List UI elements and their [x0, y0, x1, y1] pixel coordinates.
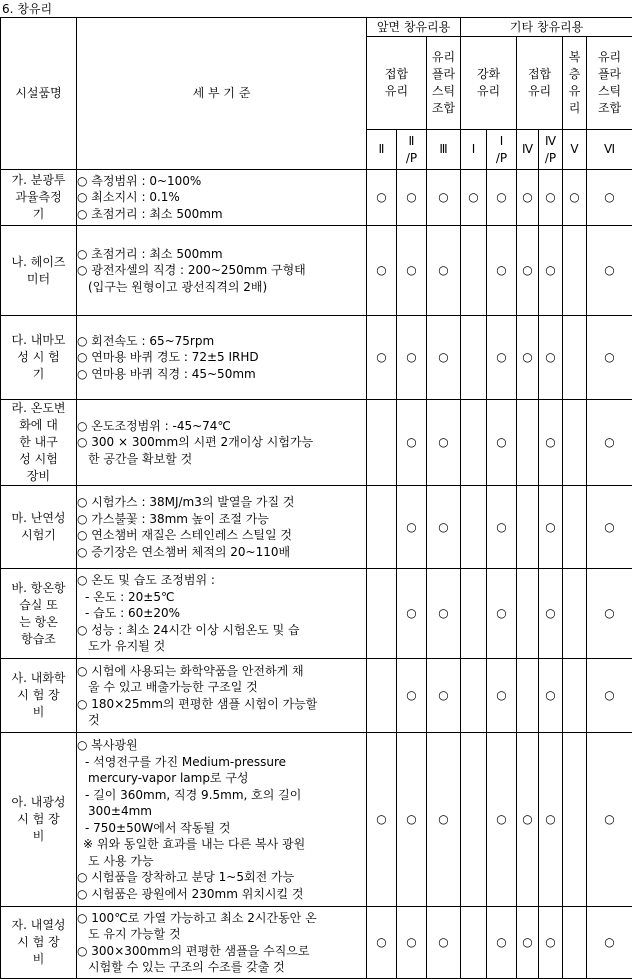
criteria-line: ○ 시험품을 장착하고 분당 1~5회전 가능 — [77, 869, 366, 886]
applicability-mark: ○ — [397, 733, 427, 907]
header-code: Ⅲ — [427, 130, 461, 170]
table-row — [1, 733, 632, 907]
header-code: Ⅰ /P — [487, 130, 517, 170]
applicability-mark — [367, 486, 397, 569]
applicability-mark: ○ — [427, 907, 461, 979]
header-front-glass-plastic: 유리 플라 스틱 조합 — [427, 37, 461, 130]
criteria-line: 한 공간을 확보할 것 — [77, 451, 366, 468]
applicability-mark: ○ — [397, 486, 427, 569]
criteria-line: ○ 연소챔버 재질은 스테인레스 스틸일 것 — [77, 527, 366, 544]
header-code: Ⅵ — [587, 130, 632, 170]
criteria-line: 시험할 수 있는 구조의 수조를 갖출 것 — [77, 959, 366, 976]
facility-name: 사. 내화학 시 험 장 비 — [1, 659, 77, 733]
applicability-mark: ○ — [539, 400, 563, 486]
applicability-mark — [563, 400, 587, 486]
applicability-mark: ○ — [397, 569, 427, 659]
applicability-mark: ○ — [461, 170, 487, 226]
applicability-mark: ○ — [587, 316, 632, 400]
applicability-mark: ○ — [563, 170, 587, 226]
criteria-line: 300±4mm — [77, 803, 366, 820]
applicability-mark: ○ — [587, 226, 632, 316]
applicability-mark: ○ — [517, 733, 539, 907]
applicability-mark: ○ — [367, 316, 397, 400]
table-row — [1, 170, 632, 226]
applicability-mark: ○ — [517, 226, 539, 316]
criteria-line: ○ 300 × 300mm의 시편 2개이상 시험가능 — [77, 434, 366, 451]
applicability-mark: ○ — [397, 659, 427, 733]
applicability-mark: ○ — [397, 226, 427, 316]
applicability-mark — [563, 659, 587, 733]
criteria-line: mercury-vapor lamp로 구성 — [77, 770, 366, 787]
applicability-mark: ○ — [367, 170, 397, 226]
criteria-cell — [77, 659, 367, 733]
applicability-mark: ○ — [487, 907, 517, 979]
applicability-mark: ○ — [539, 226, 563, 316]
criteria-line: ○ 증기장은 연소챔버 체적의 20~110배 — [77, 544, 366, 561]
criteria-line: ○ 측정범위 : 0~100% — [77, 173, 366, 190]
applicability-mark: ○ — [517, 907, 539, 979]
criteria-line: 것 — [77, 712, 366, 729]
facility-name: 다. 내마모 성 시 험 기 — [1, 316, 77, 400]
facility-name: 아. 내광성 시 험 장 비 — [1, 733, 77, 907]
applicability-mark: ○ — [587, 486, 632, 569]
criteria-line: ○ 온도 및 습도 조정범위 : — [77, 572, 366, 589]
header-code: Ⅱ — [367, 130, 397, 170]
applicability-mark: ○ — [539, 569, 563, 659]
applicability-mark — [517, 659, 539, 733]
applicability-mark — [461, 400, 487, 486]
header-code: Ⅳ — [517, 130, 539, 170]
applicability-mark: ○ — [539, 486, 563, 569]
header-code: Ⅴ — [563, 130, 587, 170]
page-title: 6. 창유리 — [2, 2, 52, 16]
criteria-line: 도가 유지될 것 — [77, 638, 366, 655]
table-row — [1, 907, 632, 979]
header-code: Ⅰ — [461, 130, 487, 170]
applicability-mark: ○ — [539, 907, 563, 979]
applicability-mark: ○ — [517, 170, 539, 226]
applicability-mark: ○ — [487, 486, 517, 569]
criteria-line: - 온도 : 20±5℃ — [77, 589, 366, 606]
applicability-mark: ○ — [427, 659, 461, 733]
criteria-line: ○ 300×300mm의 편평한 샘플을 수직으로 — [77, 943, 366, 960]
criteria-line: - 길이 360mm, 직경 9.5mm, 호의 길이 — [77, 787, 366, 804]
applicability-mark: ○ — [427, 316, 461, 400]
header-multilayer: 복 층 유 리 — [563, 37, 587, 130]
applicability-mark — [367, 569, 397, 659]
facility-name: 마. 난연성 시험기 — [1, 486, 77, 569]
criteria-line: ○ 시험품은 광원에서 230mm 위치시킬 것 — [77, 886, 366, 903]
applicability-mark: ○ — [517, 316, 539, 400]
applicability-mark: ○ — [397, 400, 427, 486]
criteria-line: ○ 온도조정범위 : -45~74℃ — [77, 418, 366, 435]
header-code: Ⅳ /P — [539, 130, 563, 170]
applicability-mark — [461, 733, 487, 907]
criteria-cell — [77, 226, 367, 316]
applicability-mark — [461, 486, 487, 569]
applicability-mark: ○ — [367, 226, 397, 316]
header-row-groups — [1, 18, 632, 37]
criteria-cell — [77, 569, 367, 659]
header-other-laminated: 접합 유리 — [517, 37, 563, 130]
header-other-glass-plastic: 유리 플라 스틱 조합 — [587, 37, 632, 130]
applicability-mark: ○ — [397, 170, 427, 226]
criteria-line: ○ 초점거리 : 최소 500mm — [77, 246, 366, 263]
criteria-cell — [77, 170, 367, 226]
applicability-mark: ○ — [587, 907, 632, 979]
criteria-line: ○ 회전속도 : 65~75rpm — [77, 333, 366, 350]
applicability-mark: ○ — [539, 170, 563, 226]
criteria-cell — [77, 486, 367, 569]
applicability-mark: ○ — [427, 569, 461, 659]
header-tempered: 강화 유리 — [461, 37, 517, 130]
table-row — [1, 226, 632, 316]
applicability-mark — [461, 226, 487, 316]
criteria-line: - 습도 : 60±20% — [77, 605, 366, 622]
header-facility: 시설품명 — [1, 18, 77, 170]
criteria-line: ○ 성능 : 최소 24시간 이상 시험온도 및 습 — [77, 622, 366, 639]
applicability-mark — [517, 400, 539, 486]
table-row — [1, 486, 632, 569]
applicability-mark — [517, 569, 539, 659]
applicability-mark — [367, 659, 397, 733]
criteria-line: 도 사용 가능 — [77, 853, 366, 870]
facility-name: 자. 내열성 시 험 장 비 — [1, 907, 77, 979]
criteria-line: - 석영전구를 가진 Medium-pressure — [77, 754, 366, 771]
applicability-mark: ○ — [487, 659, 517, 733]
applicability-mark — [461, 907, 487, 979]
applicability-mark: ○ — [397, 316, 427, 400]
applicability-mark: ○ — [427, 400, 461, 486]
applicability-mark: ○ — [539, 316, 563, 400]
criteria-line: - 750±50W에서 작동될 것 — [77, 820, 366, 837]
criteria-line: (입구는 원형이고 광선직격의 2배) — [77, 279, 366, 296]
applicability-mark — [367, 400, 397, 486]
applicability-mark: ○ — [587, 659, 632, 733]
facility-name: 바. 항온항 습실 또 는 항온 항습조 — [1, 569, 77, 659]
facility-name: 라. 온도변 화에 대 한 내구 성 시험 장비 — [1, 400, 77, 486]
applicability-mark — [563, 569, 587, 659]
applicability-mark: ○ — [487, 569, 517, 659]
header-code: Ⅱ /P — [397, 130, 427, 170]
criteria-cell — [77, 733, 367, 907]
applicability-mark: ○ — [487, 226, 517, 316]
applicability-mark: ○ — [487, 170, 517, 226]
table-row — [1, 569, 632, 659]
applicability-mark — [461, 569, 487, 659]
applicability-mark: ○ — [587, 170, 632, 226]
criteria-line: ○ 100℃로 가열 가능하고 최소 2시간동안 온 — [77, 910, 366, 927]
applicability-mark — [563, 907, 587, 979]
criteria-cell — [77, 400, 367, 486]
facility-name: 나. 헤이즈 미터 — [1, 226, 77, 316]
applicability-mark: ○ — [487, 316, 517, 400]
applicability-mark: ○ — [487, 733, 517, 907]
criteria-cell — [77, 907, 367, 979]
header-front-glass: 앞면 창유리용 — [367, 18, 461, 37]
applicability-mark: ○ — [487, 400, 517, 486]
applicability-mark: ○ — [397, 907, 427, 979]
applicability-mark: ○ — [427, 170, 461, 226]
criteria-line: ○ 최소지시 : 0.1% — [77, 189, 366, 206]
facility-name: 가. 분광투 과율측정 기 — [1, 170, 77, 226]
criteria-line: ○ 연마용 바퀴 경도 : 72±5 IRHD — [77, 349, 366, 366]
applicability-mark: ○ — [587, 733, 632, 907]
applicability-mark — [461, 316, 487, 400]
spec-table — [0, 17, 632, 979]
criteria-line: ○ 180×25mm의 편평한 샘플 시험이 가능할 — [77, 696, 366, 713]
header-front-laminated: 접합 유리 — [367, 37, 427, 130]
criteria-line: 도 유지 가능할 것 — [77, 926, 366, 943]
applicability-mark: ○ — [427, 733, 461, 907]
criteria-line: ○ 가스불꽃 : 38mm 높이 조절 가능 — [77, 511, 366, 528]
applicability-mark — [517, 486, 539, 569]
applicability-mark: ○ — [427, 226, 461, 316]
criteria-line: ○ 초점거리 : 최소 500mm — [77, 206, 366, 223]
applicability-mark: ○ — [539, 733, 563, 907]
criteria-line: ○ 시험에 사용되는 화학약품을 안전하게 채 — [77, 663, 366, 680]
criteria-line: ○ 광전자셀의 직경 : 200~250mm 구형태 — [77, 262, 366, 279]
applicability-mark: ○ — [367, 907, 397, 979]
applicability-mark: ○ — [587, 569, 632, 659]
criteria-line: ○ 복사광원 — [77, 737, 366, 754]
header-other-glass: 기타 창유리용 — [461, 18, 632, 37]
applicability-mark — [563, 316, 587, 400]
applicability-mark: ○ — [587, 400, 632, 486]
criteria-line: ○ 연마용 바퀴 직경 : 45~50mm — [77, 366, 366, 383]
table-row — [1, 316, 632, 400]
criteria-cell — [77, 316, 367, 400]
table-row — [1, 400, 632, 486]
table-row — [1, 659, 632, 733]
applicability-mark — [461, 659, 487, 733]
applicability-mark — [563, 226, 587, 316]
applicability-mark: ○ — [367, 733, 397, 907]
applicability-mark — [563, 486, 587, 569]
header-criteria: 세 부 기 준 — [77, 18, 367, 170]
criteria-line: ○ 시험가스 : 38MJ/m3의 발열을 가질 것 — [77, 494, 366, 511]
applicability-mark — [563, 733, 587, 907]
criteria-line: ※ 위와 동일한 효과를 내는 다른 복사 광원 — [77, 836, 366, 853]
applicability-mark: ○ — [539, 659, 563, 733]
criteria-line: 울 수 있고 배출가능한 구조일 것 — [77, 679, 366, 696]
applicability-mark: ○ — [427, 486, 461, 569]
